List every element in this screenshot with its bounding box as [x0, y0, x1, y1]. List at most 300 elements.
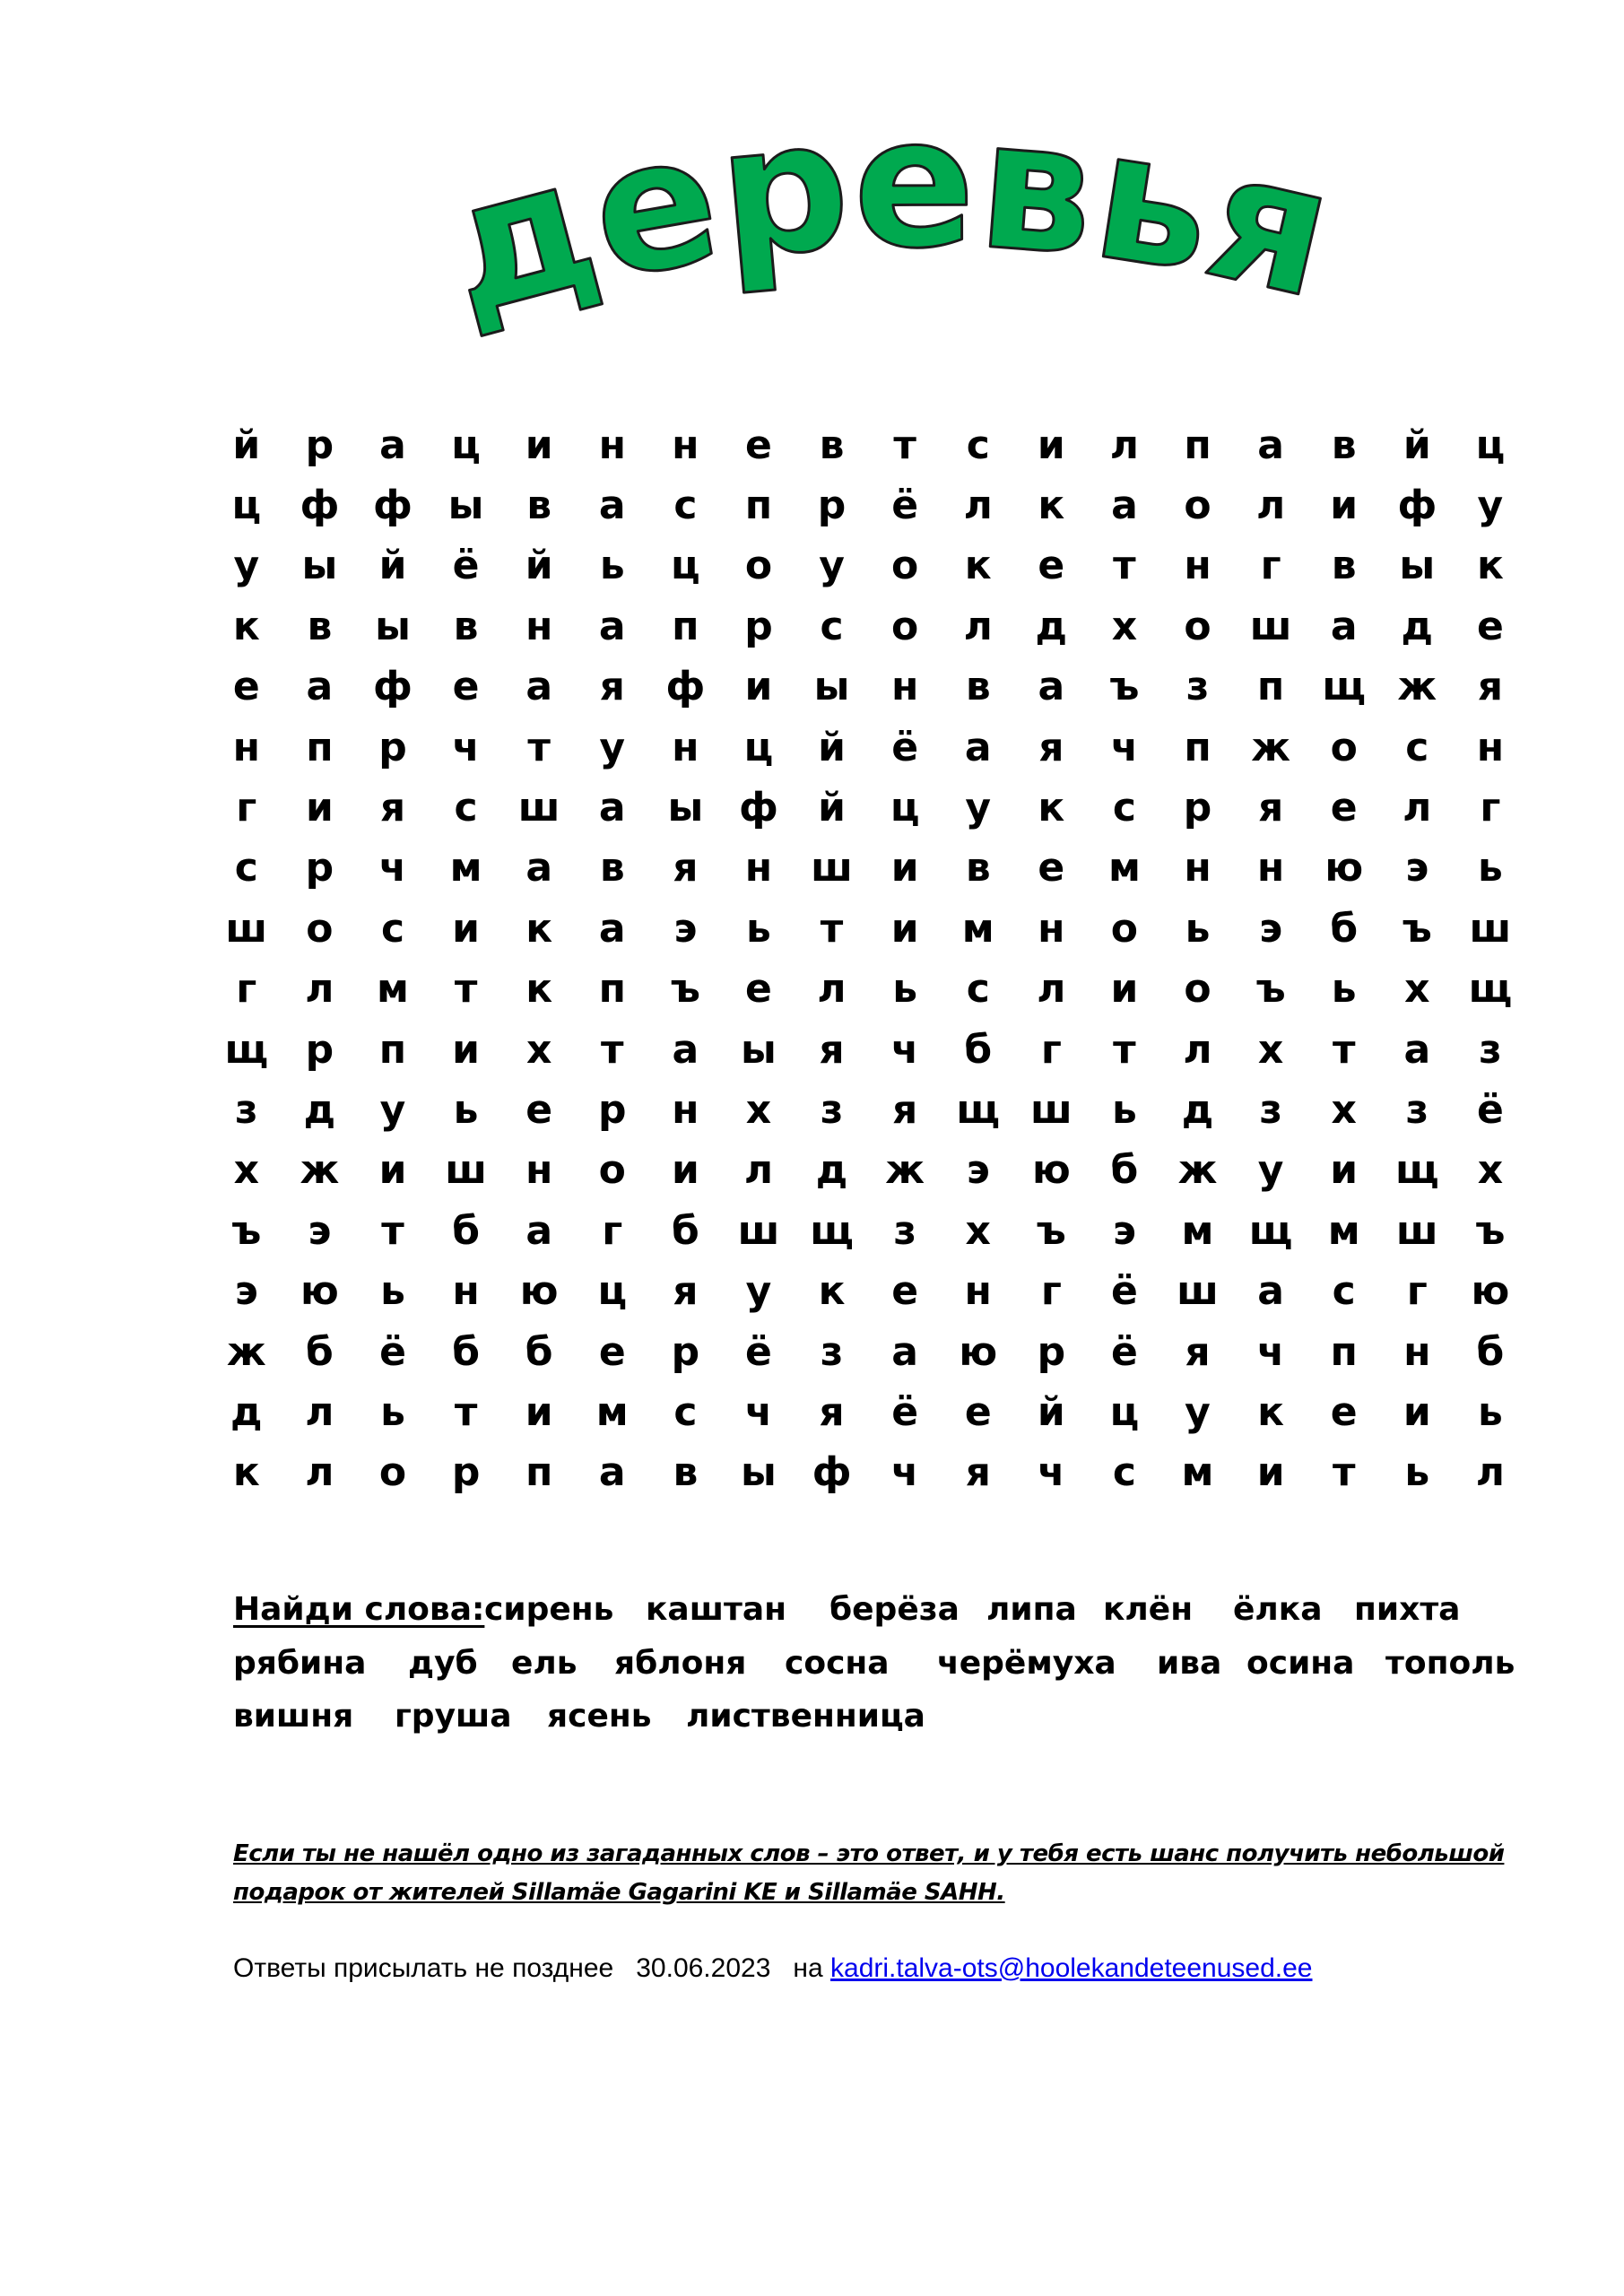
grid-letter: ы — [741, 1449, 777, 1496]
grid-letter: ч — [378, 845, 407, 891]
grid-letter: о — [378, 1449, 407, 1496]
grid-letter: с — [1112, 785, 1136, 831]
grid-letter: а — [1330, 603, 1358, 649]
note-line-2: подарок от жителей Sillamäe Gagarini KE и Sillamäe SAHH. — [233, 1879, 1005, 1906]
grid-letter: р — [451, 1449, 481, 1496]
grid-letter: н — [672, 724, 699, 770]
grid-letter: з — [235, 1086, 258, 1133]
grid-letter: а — [525, 1207, 553, 1254]
grid-letter: с — [673, 1388, 698, 1435]
grid-letter: е — [745, 422, 772, 468]
grid-letter: у — [233, 543, 260, 589]
word-item: ель — [511, 1645, 578, 1682]
grid-letter: п — [598, 966, 626, 1013]
answer-instructions — [233, 1953, 1313, 1984]
grid-letter: м — [961, 905, 994, 952]
grid-letter: к — [1038, 483, 1065, 529]
grid-letter: е — [891, 1268, 919, 1315]
grid-letter: ч — [1257, 1328, 1285, 1375]
grid-letter: щ — [1468, 966, 1513, 1013]
grid-letter: у — [599, 724, 626, 770]
grid-letter: ш — [445, 1147, 487, 1194]
grid-letter: у — [819, 543, 845, 589]
grid-letter: ф — [373, 483, 413, 529]
grid-letter: ш — [225, 905, 268, 952]
grid-letter: а — [964, 724, 992, 770]
grid-letter: а — [1403, 1026, 1431, 1073]
grid-letter: н — [232, 724, 260, 770]
grid-letter: х — [525, 1026, 552, 1073]
grid-letter: я — [819, 1388, 845, 1435]
grid-letter: л — [1109, 422, 1140, 468]
grid-letter: м — [1181, 1449, 1214, 1496]
word-item: лиственница — [686, 1698, 925, 1735]
grid-letter: к — [964, 543, 992, 589]
grid-letter: н — [1403, 1328, 1431, 1375]
grid-letter: х — [233, 1147, 259, 1194]
grid-letter: с — [1332, 1268, 1356, 1315]
grid-letter: б — [1330, 905, 1359, 952]
grid-letter: ъ — [1255, 966, 1286, 1013]
grid-letter: о — [891, 603, 919, 649]
grid-letter: а — [672, 1026, 699, 1073]
grid-letter: х — [965, 1207, 991, 1254]
grid-letter: с — [966, 422, 990, 468]
grid-letter: п — [1184, 422, 1211, 468]
word-search-grid — [210, 415, 1527, 1503]
grid-letter: х — [1257, 1026, 1284, 1073]
word-item: ива — [1157, 1645, 1222, 1682]
grid-letter: ё — [1111, 1328, 1138, 1375]
grid-letter: о — [1184, 966, 1211, 1013]
grid-letter: в — [599, 845, 625, 891]
grid-letter: э — [308, 1207, 332, 1254]
grid-letter: ь — [1185, 905, 1211, 952]
grid-letter: т — [454, 1388, 478, 1435]
grid-letter: о — [306, 905, 334, 952]
grid-letter: р — [598, 1086, 627, 1133]
grid-letter: ё — [452, 543, 480, 589]
grid-letter: э — [1405, 845, 1429, 891]
grid-letter: ц — [1109, 1388, 1140, 1435]
grid-letter: к — [525, 966, 553, 1013]
grid-letter: в — [673, 1449, 699, 1496]
grid-letter: ч — [891, 1026, 919, 1073]
grid-letter: т — [454, 966, 478, 1013]
grid-letter: ж — [885, 1147, 925, 1194]
grid-letter: л — [1255, 483, 1286, 529]
grid-letter: я — [1257, 785, 1284, 831]
grid-letter: л — [305, 1388, 334, 1435]
grid-letter: у — [1477, 483, 1504, 529]
grid-letter: ж — [226, 1328, 266, 1375]
grid-letter: щ — [224, 1026, 269, 1073]
grid-letter: т — [601, 1026, 624, 1073]
grid-letter: а — [891, 1328, 918, 1375]
grid-letter: ы — [447, 483, 484, 529]
grid-letter: м — [377, 966, 409, 1013]
grid-letter: з — [1479, 1026, 1502, 1073]
grid-letter: ш — [1469, 905, 1512, 952]
word-item: сирень — [484, 1591, 614, 1628]
grid-letter: н — [1476, 724, 1505, 770]
grid-letter: р — [1037, 1328, 1066, 1375]
grid-letter: в — [307, 603, 333, 649]
grid-letter: ж — [1397, 664, 1437, 710]
grid-letter: д — [1181, 1086, 1214, 1133]
grid-letter: ё — [891, 1388, 919, 1435]
grid-letter: щ — [1248, 1207, 1293, 1254]
grid-letter: ё — [891, 483, 919, 529]
grid-letter: д — [815, 1147, 848, 1194]
grid-letter: т — [820, 905, 844, 952]
grid-letter: б — [671, 1207, 699, 1254]
grid-letter: р — [305, 1026, 334, 1073]
grid-letter: ш — [1395, 1207, 1438, 1254]
grid-letter: я — [892, 1086, 918, 1133]
grid-letter: г — [1040, 1268, 1062, 1315]
grid-letter: ш — [517, 785, 560, 831]
grid-letter: е — [1330, 785, 1358, 831]
grid-letter: д — [1401, 603, 1434, 649]
grid-letter: а — [1257, 1268, 1284, 1315]
grid-letter: в — [965, 845, 991, 891]
grid-letter: ч — [1110, 724, 1139, 770]
grid-letter: в — [453, 603, 479, 649]
grid-letter: ъ — [1109, 664, 1140, 710]
grid-letter: ь — [380, 1388, 405, 1435]
grid-letter: л — [1037, 966, 1066, 1013]
grid-letter: ь — [1477, 1388, 1503, 1435]
word-item: ёлка — [1233, 1591, 1323, 1628]
grid-letter: в — [819, 422, 845, 468]
word-item: липа — [986, 1591, 1077, 1628]
grid-letter: ю — [519, 1268, 559, 1315]
word-item: дуб — [408, 1645, 478, 1682]
grid-letter: з — [820, 1328, 844, 1375]
grid-letter: у — [745, 1268, 772, 1315]
grid-letter: ы — [301, 543, 338, 589]
grid-letter: с — [1112, 1449, 1136, 1496]
grid-letter: о — [1184, 603, 1211, 649]
grid-letter: ж — [300, 1147, 340, 1194]
grid-letter: я — [1038, 724, 1064, 770]
grid-letter: ш — [1029, 1086, 1073, 1133]
grid-letter: б — [306, 1328, 334, 1375]
grid-letter: р — [671, 1328, 700, 1375]
grid-letter: х — [745, 1086, 772, 1133]
grid-letter: д — [1035, 603, 1068, 649]
grid-letter: н — [672, 422, 699, 468]
word-item: вишня — [233, 1698, 354, 1735]
grid-letter: н — [672, 1086, 699, 1133]
grid-letter: ю — [300, 1268, 339, 1315]
grid-letter: щ — [1322, 664, 1367, 710]
word-item: черёмуха — [937, 1645, 1116, 1682]
grid-letter: э — [966, 1147, 990, 1194]
grid-letter: ь — [746, 905, 771, 952]
grid-letter: ш — [1249, 603, 1292, 649]
grid-letter: ф — [300, 483, 340, 529]
grid-letter: ц — [597, 1268, 628, 1315]
grid-letter: м — [1327, 1207, 1360, 1254]
grid-letter: ч — [1038, 1449, 1065, 1496]
grid-letter: я — [965, 1449, 991, 1496]
grid-letter: ц — [451, 422, 481, 468]
grid-letter: я — [673, 845, 699, 891]
grid-letter: а — [306, 664, 334, 710]
grid-letter: ъ — [231, 1207, 262, 1254]
grid-letter: т — [893, 422, 916, 468]
grid-letter: л — [743, 1147, 774, 1194]
grid-letter: й — [818, 785, 846, 831]
grid-letter: ж — [1251, 724, 1290, 770]
grid-letter: п — [1330, 1328, 1358, 1375]
grid-letter: и — [378, 1147, 407, 1194]
grid-letter: й — [1037, 1388, 1065, 1435]
grid-letter: т — [527, 724, 551, 770]
grid-letter: п — [306, 724, 334, 770]
grid-letter: м — [1107, 845, 1141, 891]
grid-letter: ё — [745, 1328, 772, 1375]
grid-letter: л — [1183, 1026, 1212, 1073]
grid-letter: м — [1181, 1207, 1214, 1254]
grid-letter: е — [1330, 1388, 1358, 1435]
grid-letter: н — [525, 1147, 553, 1194]
word-item: пихта — [1354, 1591, 1461, 1628]
grid-letter: з — [820, 1086, 844, 1133]
grid-letter: а — [379, 422, 406, 468]
grid-letter: р — [1183, 785, 1212, 831]
page-title-wordart — [0, 108, 1624, 413]
grid-letter: н — [598, 422, 626, 468]
grid-letter: е — [1038, 543, 1065, 589]
grid-letter: ь — [1404, 1449, 1430, 1496]
grid-letter: г — [1040, 1026, 1062, 1073]
grid-letter: и — [890, 905, 919, 952]
grid-letter: с — [1405, 724, 1429, 770]
grid-letter: ъ — [1036, 1207, 1066, 1254]
answer-on: на — [793, 1953, 823, 1983]
grid-letter: а — [1257, 422, 1284, 468]
grid-letter: и — [1256, 1449, 1285, 1496]
grid-letter: п — [672, 603, 699, 649]
grid-letter: о — [598, 1147, 626, 1194]
grid-letter: о — [744, 543, 773, 589]
grid-letter: б — [452, 1207, 480, 1254]
grid-letter: д — [303, 1086, 336, 1133]
grid-letter: щ — [810, 1207, 854, 1254]
grid-letter: л — [305, 966, 334, 1013]
grid-letter: с — [454, 785, 478, 831]
grid-letter: й — [232, 422, 261, 468]
grid-letter: и — [1110, 966, 1139, 1013]
word-item: тополь — [1385, 1645, 1515, 1682]
grid-letter: к — [232, 1449, 260, 1496]
grid-letter: у — [965, 785, 992, 831]
grid-letter: ы — [1399, 543, 1436, 589]
word-item: клён — [1103, 1591, 1194, 1628]
grid-letter: и — [1403, 1388, 1431, 1435]
grid-letter: ч — [744, 1388, 773, 1435]
grid-letter: ъ — [1402, 905, 1432, 952]
grid-letter: б — [964, 1026, 993, 1073]
words-label: Найди слова: — [233, 1591, 485, 1628]
grid-letter: ё — [1476, 1086, 1504, 1133]
grid-letter: м — [595, 1388, 629, 1435]
grid-letter: а — [598, 483, 626, 529]
grid-letter: ф — [373, 664, 413, 710]
grid-letter: к — [1476, 543, 1504, 589]
word-item: берёза — [829, 1591, 960, 1628]
grid-letter: к — [1038, 785, 1065, 831]
grid-letter: н — [452, 1268, 480, 1315]
grid-letter: н — [744, 845, 773, 891]
grid-letter: и — [671, 1147, 699, 1194]
grid-letter: р — [305, 845, 334, 891]
word-item: сосна — [785, 1645, 890, 1682]
grid-letter: и — [452, 1026, 480, 1073]
grid-letter: ь — [599, 543, 625, 589]
grid-letter: е — [964, 1388, 992, 1435]
grid-letter: ц — [890, 785, 920, 831]
grid-letter: я — [379, 785, 406, 831]
word-item: каштан — [646, 1591, 786, 1628]
grid-letter: ъ — [670, 966, 700, 1013]
grid-letter: ё — [1111, 1268, 1138, 1315]
grid-letter: х — [1477, 1147, 1504, 1194]
grid-letter: э — [234, 1268, 258, 1315]
grid-letter: з — [1259, 1086, 1282, 1133]
grid-letter: о — [1184, 483, 1211, 529]
grid-letter: в — [1331, 543, 1357, 589]
grid-letter: ш — [1177, 1268, 1219, 1315]
grid-letter: б — [1110, 1147, 1139, 1194]
grid-letter: ч — [452, 724, 480, 770]
grid-letter: я — [1185, 1328, 1211, 1375]
grid-letter: е — [745, 966, 772, 1013]
grid-letter: о — [891, 543, 919, 589]
grid-letter: ё — [891, 724, 919, 770]
grid-letter: ч — [891, 1449, 919, 1496]
grid-letter: з — [1405, 1086, 1429, 1133]
grid-letter: ь — [1477, 845, 1503, 891]
grid-letter: ц — [231, 483, 262, 529]
grid-letter: р — [305, 422, 334, 468]
grid-letter: с — [966, 966, 990, 1013]
grid-letter: ф — [665, 664, 706, 710]
grid-letter: к — [525, 905, 553, 952]
grid-letter: ъ — [1475, 1207, 1506, 1254]
note-line-1: Если ты не нашёл одно из загаданных слов – это ответ, и у тебя есть шанс получить небольшой — [233, 1840, 1505, 1867]
grid-letter: р — [378, 724, 407, 770]
grid-letter: я — [599, 664, 625, 710]
grid-letter: з — [893, 1207, 916, 1254]
grid-letter: ш — [811, 845, 853, 891]
grid-letter: у — [1257, 1147, 1284, 1194]
grid-letter: г — [236, 966, 257, 1013]
grid-letter: ю — [959, 1328, 998, 1375]
grid-letter: у — [1185, 1388, 1211, 1435]
word-item: осина — [1246, 1645, 1355, 1682]
page-title-text: деревья — [422, 108, 1350, 356]
grid-letter: ю — [1324, 845, 1364, 891]
grid-letter: щ — [956, 1086, 1001, 1133]
email-link[interactable]: kadri.talva-ots@hoolekandeteenused.ee — [830, 1953, 1313, 1983]
grid-letter: г — [1260, 543, 1281, 589]
grid-letter: ё — [379, 1328, 406, 1375]
grid-letter: и — [744, 664, 773, 710]
grid-letter: к — [232, 603, 260, 649]
grid-letter: е — [452, 664, 480, 710]
grid-letter: а — [1038, 664, 1065, 710]
grid-letter: и — [1330, 1147, 1359, 1194]
grid-letter: э — [1259, 905, 1283, 952]
grid-letter: п — [1256, 664, 1285, 710]
grid-letter: л — [305, 1449, 334, 1496]
grid-letter: а — [598, 905, 626, 952]
grid-letter: д — [230, 1388, 263, 1435]
grid-letter: и — [525, 1388, 553, 1435]
grid-letter: г — [602, 1207, 623, 1254]
grid-letter: ю — [1031, 1147, 1071, 1194]
grid-letter: ф — [1397, 483, 1437, 529]
grid-letter: л — [1475, 1449, 1505, 1496]
grid-letter: ы — [667, 785, 704, 831]
grid-letter: а — [525, 845, 553, 891]
grid-letter: п — [744, 483, 773, 529]
grid-letter: а — [598, 785, 626, 831]
grid-letter: л — [963, 603, 993, 649]
grid-letter: в — [526, 483, 552, 529]
grid-letter: т — [1332, 1449, 1356, 1496]
grid-letter: ф — [812, 1449, 852, 1496]
grid-letter: к — [1257, 1388, 1285, 1435]
grid-letter: ж — [1177, 1147, 1218, 1194]
grid-letter: о — [1110, 905, 1139, 952]
word-item: яблоня — [614, 1645, 747, 1682]
grid-letter: т — [1113, 1026, 1136, 1073]
grid-letter: ь — [1331, 966, 1357, 1013]
grid-letter: и — [890, 845, 919, 891]
grid-letter: х — [1331, 1086, 1357, 1133]
grid-letter: ь — [892, 966, 918, 1013]
grid-letter: е — [1476, 603, 1504, 649]
grid-letter: н — [525, 603, 553, 649]
grid-letter: п — [525, 1449, 553, 1496]
grid-letter: н — [1038, 905, 1065, 952]
grid-letter: ш — [737, 1207, 780, 1254]
grid-letter: й — [818, 724, 846, 770]
grid-letter: п — [378, 1026, 407, 1073]
grid-letter: е — [525, 1086, 553, 1133]
grid-letter: в — [1331, 422, 1357, 468]
grid-letter: з — [1185, 664, 1210, 710]
grid-letter: р — [817, 483, 847, 529]
grid-letter: с — [673, 483, 698, 529]
grid-letter: т — [1332, 1026, 1356, 1073]
grid-letter: е — [232, 664, 260, 710]
grid-letter: в — [965, 664, 991, 710]
grid-letter: о — [1330, 724, 1358, 770]
grid-letter: э — [1112, 1207, 1136, 1254]
grid-letter: с — [820, 603, 844, 649]
grid-letter: ц — [743, 724, 774, 770]
grid-letter: ц — [671, 543, 700, 589]
grid-letter: п — [1184, 724, 1211, 770]
grid-letter: ы — [741, 1026, 777, 1073]
answer-prefix: Ответы присылать не позднее — [233, 1953, 614, 1983]
